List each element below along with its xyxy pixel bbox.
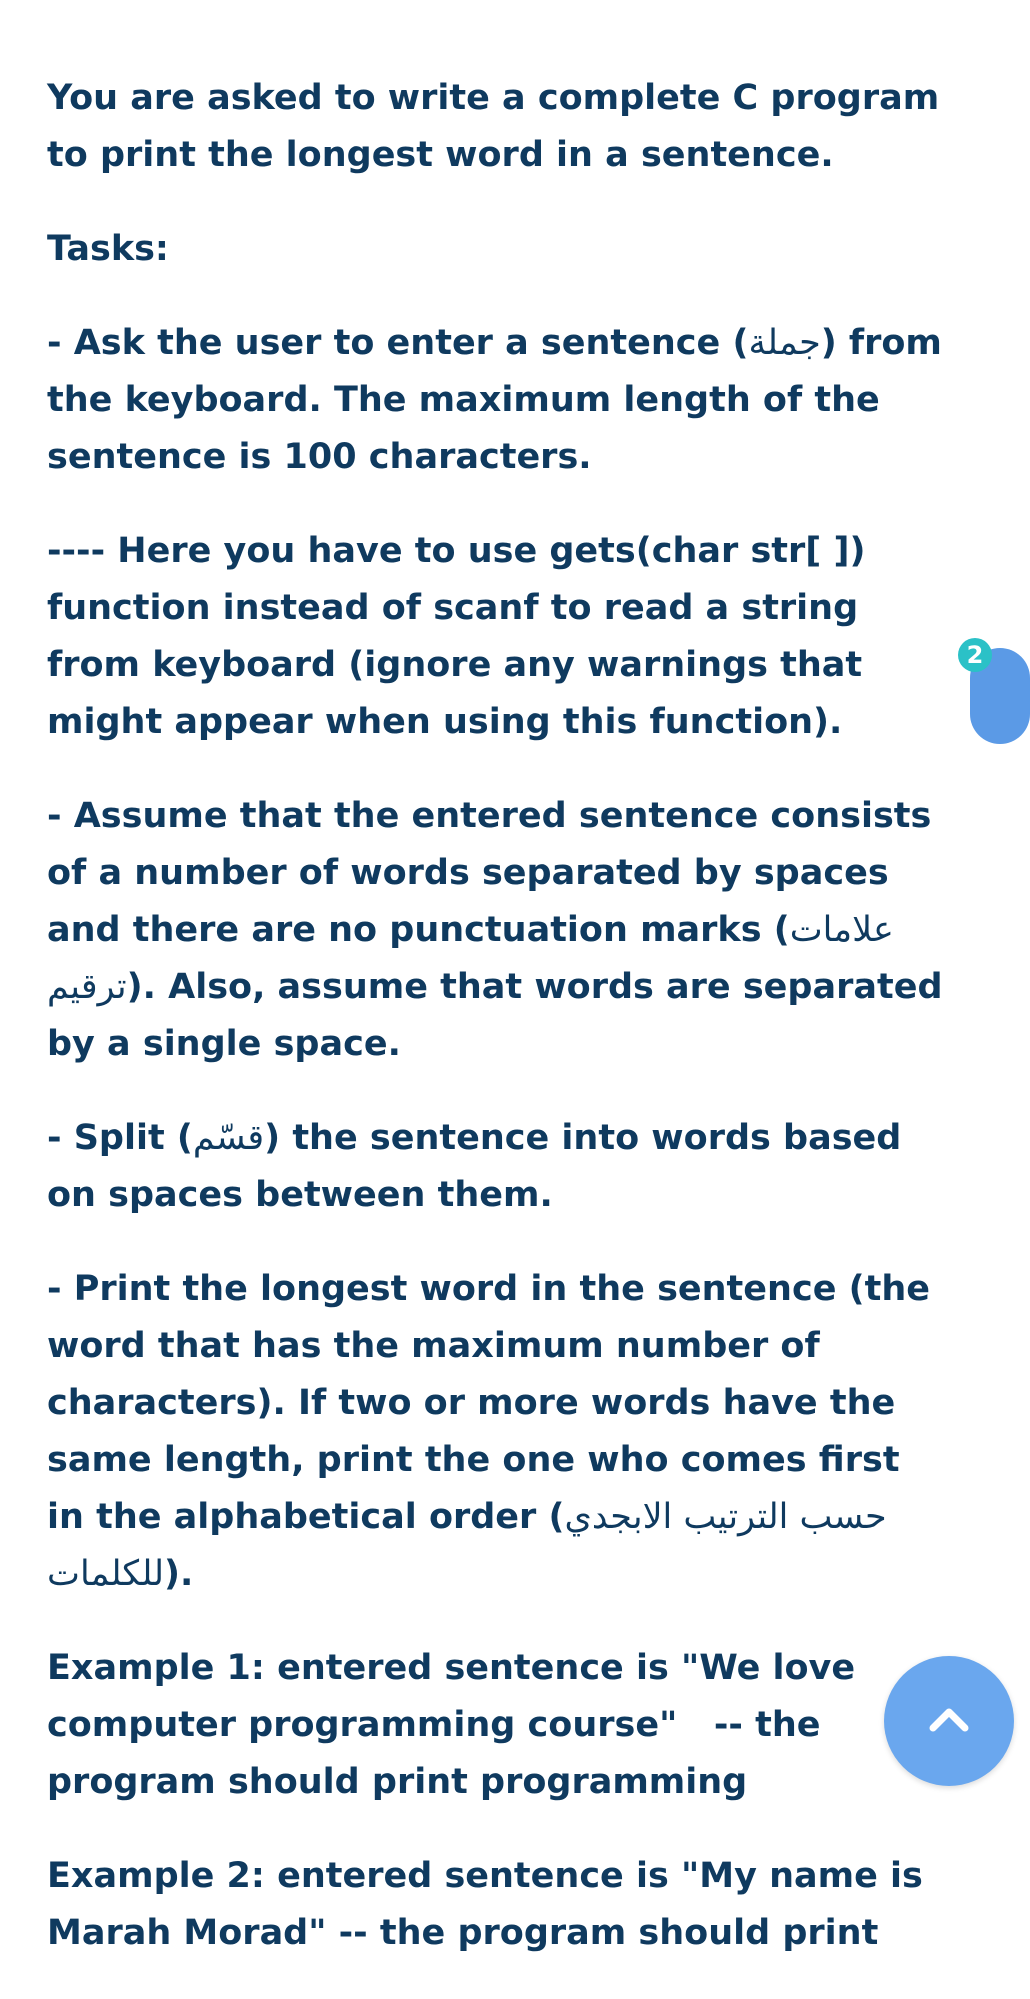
question-intro: You are asked to write a complete C program to print the longest word in a sentence.: [47, 78, 952, 175]
task-text: ).: [164, 1554, 194, 1594]
example-2: Example 2: entered sentence is "My name is Marah Morad" -- the program should print: [47, 1856, 936, 1953]
chevron-up-icon: [929, 1704, 969, 1734]
tasks-heading: Tasks:: [47, 229, 169, 269]
arabic-term: قسّم: [192, 1118, 265, 1158]
example-1: Example 1: entered sentence is "We love computer programming course" -- the program should print programming: [47, 1648, 868, 1802]
task-split: [47, 1110, 947, 1224]
task-assume-words: [47, 788, 955, 1073]
task-print-longest: [47, 1261, 947, 1603]
notification-badge[interactable]: 2: [958, 638, 992, 672]
task-text: ). Also, assume that words are separated by a single space.: [47, 967, 955, 1064]
task-text: ) the sentence into words based on spaces between them.: [47, 1118, 914, 1215]
scroll-to-top-button[interactable]: [884, 1656, 1014, 1786]
question-body: [47, 70, 955, 1999]
arabic-term: جملة: [748, 323, 821, 363]
task-text: - Ask the user to enter a sentence (: [47, 323, 749, 363]
arabic-term: علامات ترقيم: [47, 910, 905, 1007]
arabic-term: حسب الترتيب الابجدي للكلمات: [47, 1497, 898, 1594]
task-text: ) from the keyboard. The maximum length of the sentence is 100 characters.: [47, 323, 955, 477]
task-text: - Split (: [47, 1118, 193, 1158]
task-gets-note: ---- Here you have to use gets(char str[ ]) function instead of scanf to read a string from keyboard (ignore any warnings that might appear when using this function).: [47, 531, 878, 742]
task-enter-sentence: [47, 315, 955, 486]
task-text: - Assume that the entered sentence consists of a number of words separated by spaces and there are no punctuation marks (: [47, 796, 944, 950]
task-text: - Print the longest word in the sentence (the word that has the maximum number of characters). If two or more words have the same length, print the one who comes first in the alphabetical order (: [47, 1269, 943, 1537]
